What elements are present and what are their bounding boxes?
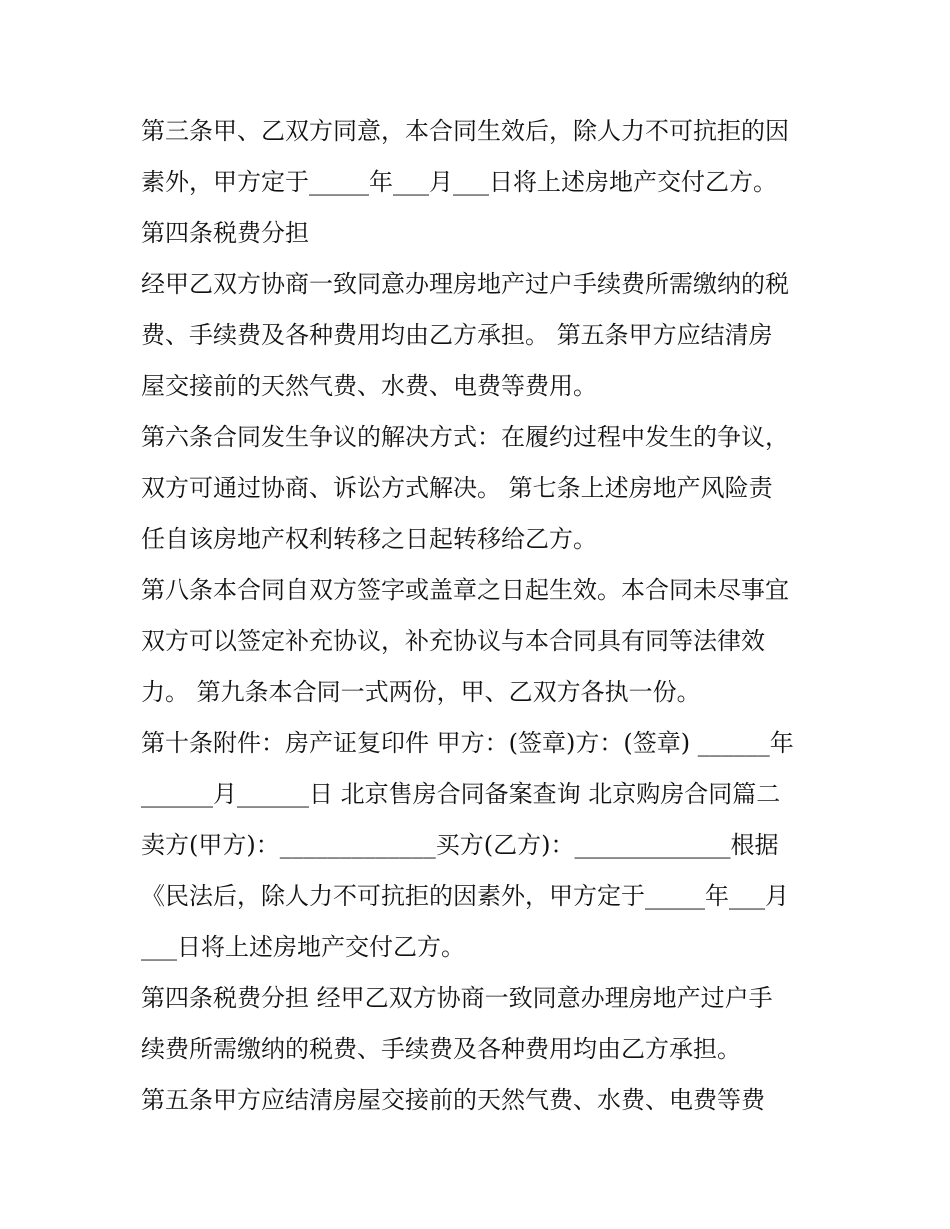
text-line: 素外，甲方定于_____年___月___日将上述房地产交付乙方。: [141, 168, 777, 196]
text-line: 第六条合同发生争议的解决方式：在履约过程中发生的争议，: [141, 423, 789, 451]
text-line: 经甲乙双方协商一致同意办理房地产过户手续费所需缴纳的税: [141, 270, 789, 298]
text-line: 卖方(甲方)：_____________买方(乙方)：_____________根据: [141, 831, 779, 859]
text-line: 双方可通过协商、诉讼方式解决。 第七条上述房地产风险责: [141, 474, 773, 502]
text-line: 第五条甲方应结清房屋交接前的天然气费、水费、电费等费: [141, 1086, 765, 1114]
text-line: 续费所需缴纳的税费、手续费及各种费用均由乙方承担。: [141, 1035, 741, 1063]
text-line: 双方可以签定补充协议，补充协议与本合同具有同等法律效: [141, 627, 765, 655]
text-line: 力。 第九条本合同一式两份，甲、乙双方各执一份。: [141, 678, 701, 706]
text-line: 屋交接前的天然气费、水费、电费等费用。: [141, 372, 597, 400]
contract-text: [141, 106, 821, 1126]
text-line: 《民法后，除人力不可抗拒的因素外，甲方定于_____年___月: [141, 882, 789, 910]
text-line: ___日将上述房地产交付乙方。: [141, 933, 465, 961]
text-line: 第四条税费分担 经甲乙双方协商一致同意办理房地产过户手: [141, 984, 773, 1012]
text-line: ______月______日 北京售房合同备案查询 北京购房合同篇二: [141, 780, 781, 808]
text-line: 第四条税费分担: [141, 219, 309, 247]
text-line: 第三条甲、乙双方同意，本合同生效后，除人力不可抗拒的因: [141, 117, 789, 145]
text-line: 费、手续费及各种费用均由乙方承担。 第五条甲方应结清房: [141, 321, 773, 349]
text-line: 任自该房地产权利转移之日起转移给乙方。: [141, 525, 597, 553]
text-line: 第十条附件：房产证复印件 甲方：(签章)方：(签章) ______年: [141, 729, 794, 757]
text-line: 第八条本合同自双方签字或盖章之日起生效。本合同未尽事宜: [141, 576, 789, 604]
